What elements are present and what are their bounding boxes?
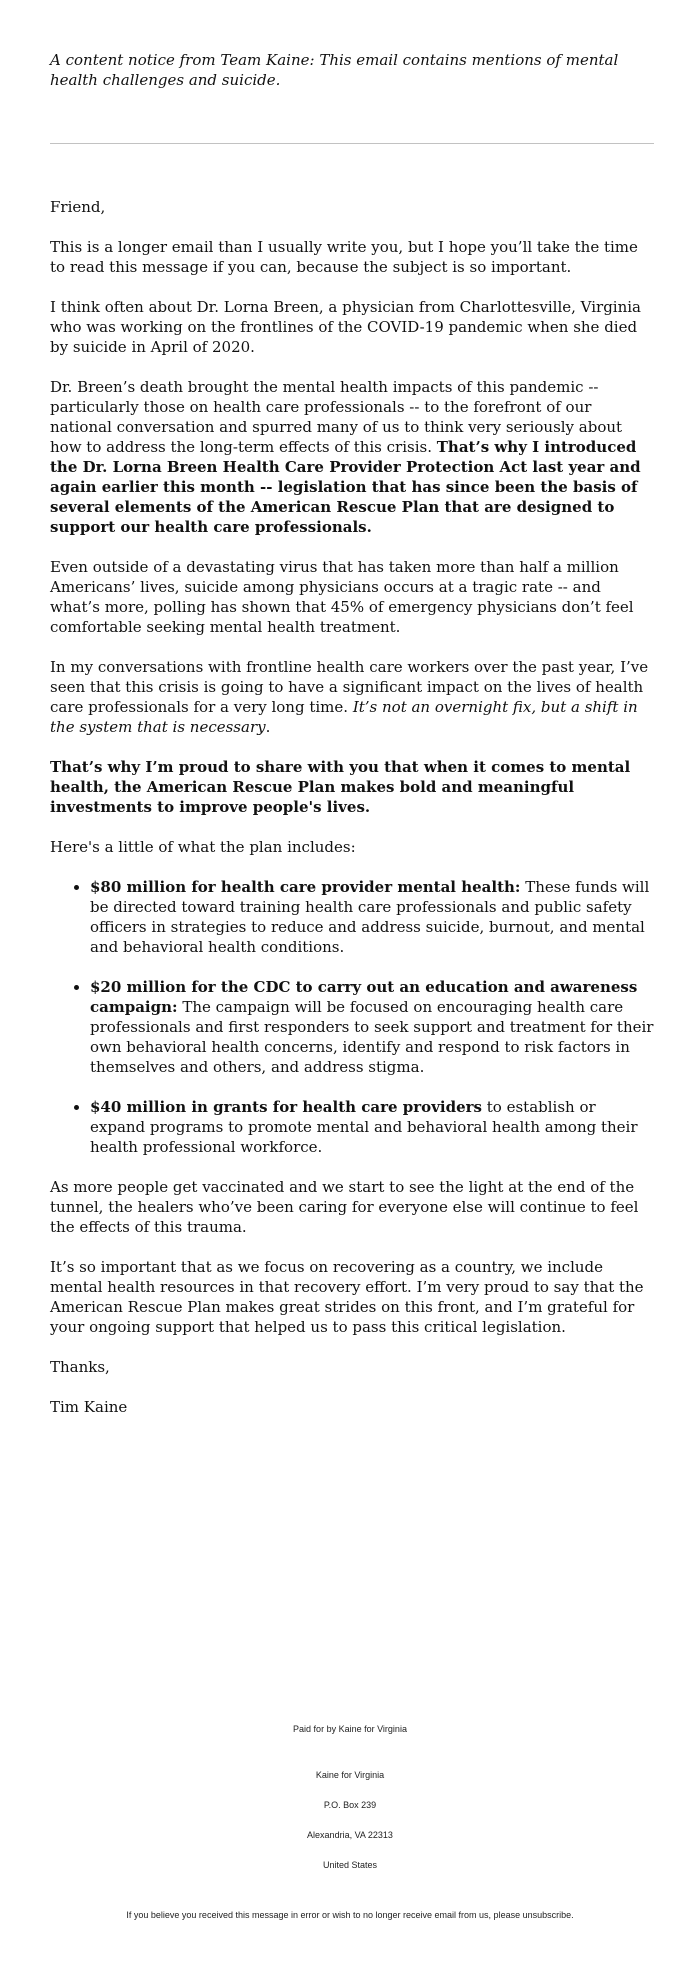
footer-city: Alexandria, VA 22313 <box>307 1830 393 1840</box>
paragraph-vaccinated: As more people get vaccinated and we start to see the light at the end of the tunnel, the healers who’ve been caring for everyone else will continue to feel the effects of this trauma. <box>50 1178 639 1236</box>
list-item-bold: $20 million for the CDC to carry out an education and awareness campaign: <box>90 978 638 1016</box>
paragraph-impact-bold: That’s why I introduced the Dr. Lorna Breen Health Care Provider Protection Act last year and again earlier this month -- legislation that has since been the basis of several elements of the American Rescue Plan that are designed to support our health care professionals. <box>50 438 641 536</box>
footer-country: United States <box>322 1860 378 1870</box>
list-item-text: The campaign will be focused on encouraging health care professionals and first responders to seek support and treatment for their own behavioral health concerns, identify and respond to risk factors in themselves and others, and address stigma. <box>90 998 654 1076</box>
list-item-text: to establish or expand programs to promote mental and behavioral health among their health professional workforce. <box>90 1098 638 1156</box>
paragraph-statistics: Even outside of a devastating virus that has taken more than half a million Americans’ lives, suicide among physicians occurs at a tragic rate -- and what’s more, polling has shown that 45% of emergency physicians don’t feel comfortable seeking mental health treatment. <box>50 558 634 636</box>
list-item-bold: $40 million in grants for health care providers <box>90 1098 482 1116</box>
paragraph-recovery: It’s so important that as we focus on recovering as a country, we include mental health resources in that recovery effort. I’m very proud to say that the American Rescue Plan makes great strides on this front, and I’m grateful for your ongoing support that helped us to pass this critical legislation. <box>50 1258 644 1336</box>
list-item <box>90 877 654 957</box>
plan-list <box>50 877 654 1157</box>
paragraph-intro: This is a longer email than I usually write you, but I hope you’ll take the time to read this message if you can, because the subject is so important. <box>50 238 638 276</box>
divider <box>50 143 654 144</box>
signoff: Thanks, <box>50 1358 110 1376</box>
paragraph-plan-intro: Here's a little of what the plan includes: <box>50 838 356 856</box>
list-item-bold: $80 million for health care provider mental health: <box>90 878 521 896</box>
email-body <box>50 197 654 1437</box>
paragraph-conversations-end: . <box>265 718 271 736</box>
paragraph-proud <box>50 757 654 817</box>
paragraph-conversations <box>50 657 654 737</box>
content-notice: A content notice from Team Kaine: This email contains mentions of mental health challenges and suicide. <box>50 51 619 89</box>
footer-po-box: P.O. Box 239 <box>323 1800 377 1810</box>
greeting: Friend, <box>50 198 106 216</box>
paragraph-conversations-text: In my conversations with frontline health care workers over the past year, I’ve seen that this crisis is going to have a significant impact on the lives of health care professionals for a very long time. <box>50 658 649 716</box>
list-item <box>90 1097 654 1157</box>
paragraph-conversations-italic: It’s not an overnight fix, but a shift in the system that is necessary <box>50 698 638 736</box>
unsubscribe-notice[interactable]: If you believe you received this message in error or wish to no longer receive email from us, please unsubscribe. <box>126 1910 574 1920</box>
list-item-text: These funds will be directed toward training health care professionals and public safety officers in strategies to reduce and address suicide, burnout, and mental and behavioral health conditions. <box>90 878 650 956</box>
list-item <box>90 977 654 1077</box>
paragraph-impact <box>50 377 654 537</box>
footer-org: Kaine for Virginia <box>315 1770 385 1780</box>
paragraph-proud-bold: That’s why I’m proud to share with you that when it comes to mental health, the American Rescue Plan makes bold and meaningful investments to improve people's lives. <box>50 758 631 816</box>
signature: Tim Kaine <box>50 1398 128 1416</box>
paragraph-lorna-breen: I think often about Dr. Lorna Breen, a physician from Charlottesville, Virginia who was working on the frontlines of the COVID-19 pandemic when she died by suicide in April of 2020. <box>50 298 641 356</box>
paid-for-disclaimer: Paid for by Kaine for Virginia <box>293 1724 407 1734</box>
paragraph-impact-text: Dr. Breen’s death brought the mental health impacts of this pandemic -- particularly those on health care professionals -- to the forefront of our national conversation and spurred many of us to think very seriously about how to address the long-term effects of this crisis. <box>50 378 623 456</box>
